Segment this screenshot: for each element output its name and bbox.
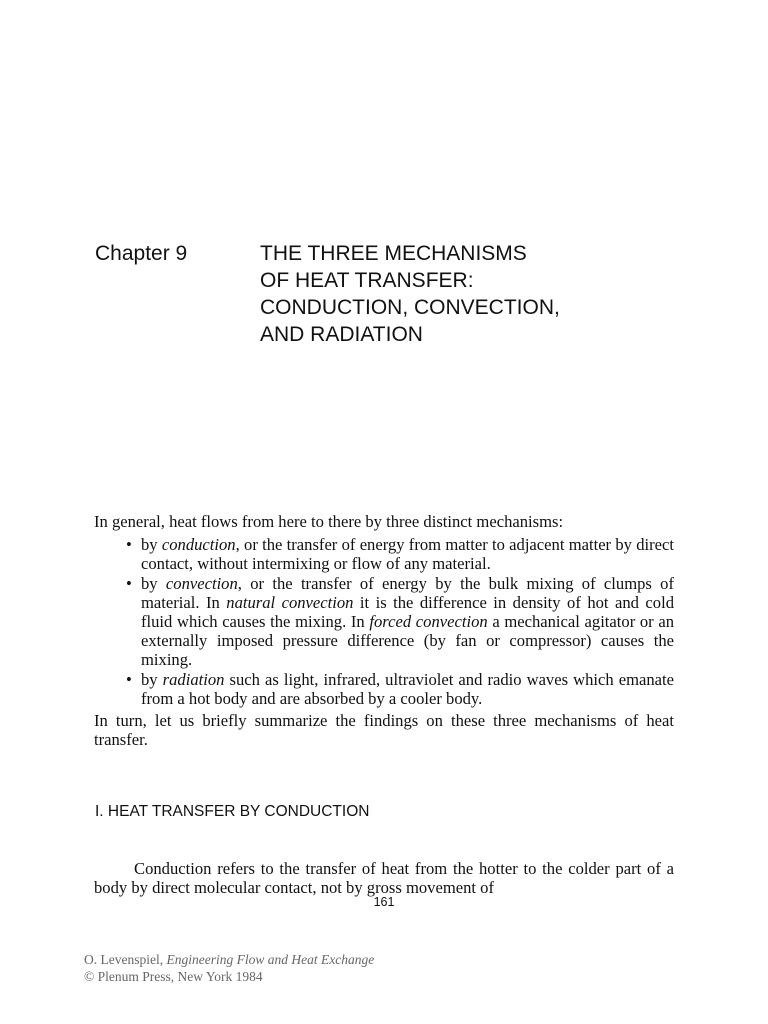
bullet-icon: •: [126, 573, 132, 593]
summary-paragraph: In turn, let us briefly summarize the findings on these three mechanisms of heat transfer.: [94, 711, 674, 750]
bullet-icon: •: [126, 535, 132, 555]
copyright-line: © Plenum Press, New York 1984: [84, 969, 263, 984]
citation-book-title: Engineering Flow and Heat Exchange: [166, 952, 375, 967]
body-text: [94, 512, 674, 749]
chapter-label: Chapter 9: [95, 242, 188, 265]
bullet-text: , or the transfer of energy from matter to adjacent matter by direct contact, without intermixing or flow of any material.: [141, 535, 674, 574]
term-convection: convection: [165, 573, 238, 593]
chapter-title-line: OF HEAT TRANSFER:: [260, 269, 474, 292]
chapter-title: [260, 240, 560, 348]
chapter-title-line: THE THREE MECHANISMS: [260, 242, 527, 265]
list-item-conduction: [94, 535, 674, 573]
citation-author: O. Levenspiel,: [84, 952, 167, 967]
citation-line: [84, 951, 374, 968]
intro-paragraph: In general, heat flows from here to there by three distinct mechanisms:: [94, 512, 564, 531]
term-conduction: conduction: [161, 535, 236, 555]
mechanism-list: [94, 535, 674, 708]
citation-footer: [84, 951, 374, 985]
page-number: 161: [373, 895, 395, 909]
chapter-title-line: CONDUCTION, CONVECTION,: [260, 296, 560, 319]
bullet-icon: •: [126, 669, 132, 689]
bullet-text: by: [141, 573, 166, 593]
bullet-text: , or the transfer of energy by the bulk mixing of clumps of material. In: [141, 573, 674, 612]
chapter-title-line: AND RADIATION: [260, 323, 423, 346]
bullet-text: by: [141, 669, 163, 689]
section-heading: I. HEAT TRANSFER BY CONDUCTION: [95, 803, 370, 820]
bullet-text: it is the difference in density of hot and cold fluid which causes the mixing. In: [141, 592, 674, 632]
bullet-text: such as light, infrared, ultraviolet and radio waves which emanate from a hot body and are absorbed by a cooler body.: [141, 669, 674, 708]
bullet-text: a mechanical agitator or an externally imposed pressure difference (by fan or compressor) causes the mixing.: [141, 612, 674, 670]
list-item-convection: [94, 574, 674, 670]
bullet-text: by: [141, 535, 162, 555]
section-paragraph: Conduction refers to the transfer of heat from the hotter to the colder part of a body by direct molecular contact, not by gross movement of: [94, 858, 674, 897]
term-radiation: radiation: [162, 669, 225, 689]
term-forced-convection: forced convection: [369, 612, 488, 632]
list-item-radiation: [94, 670, 674, 708]
term-natural-convection: natural convection: [226, 592, 354, 612]
